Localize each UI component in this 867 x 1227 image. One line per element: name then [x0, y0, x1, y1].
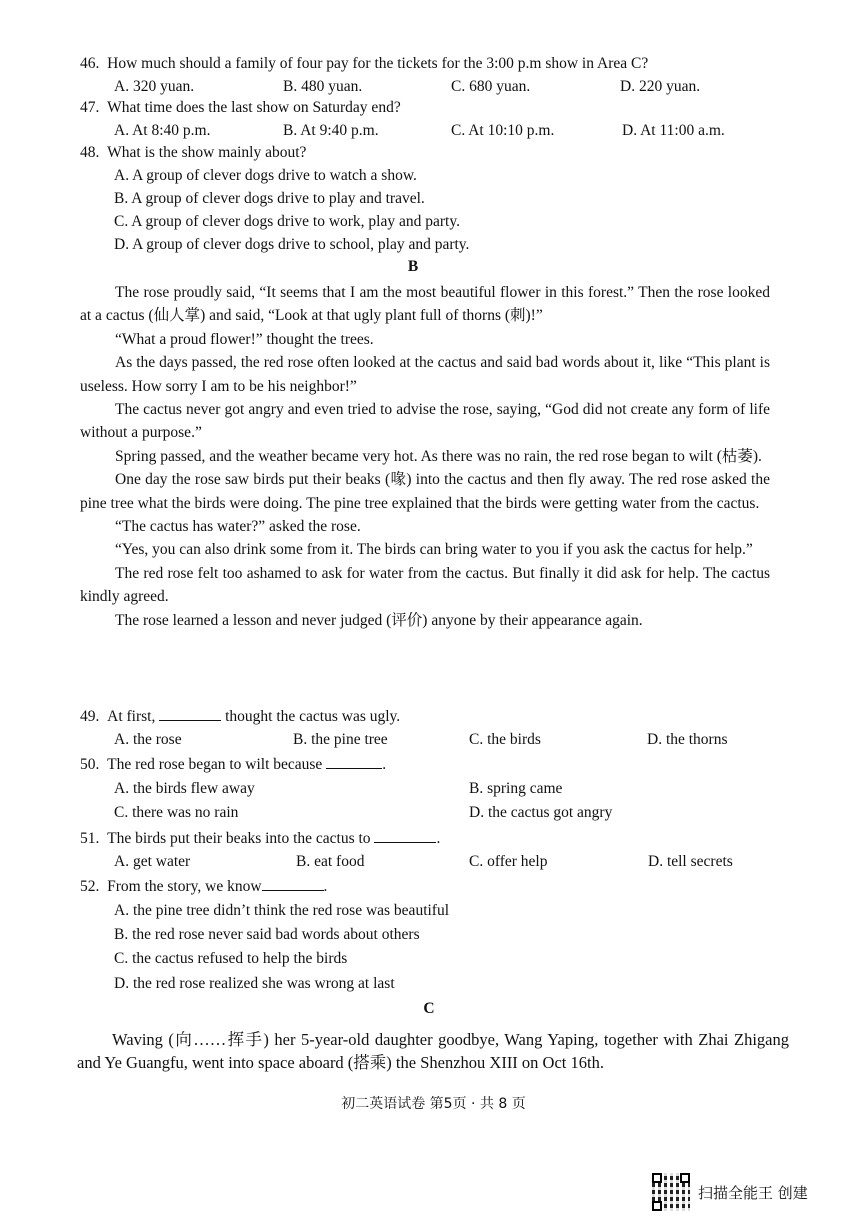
q47-option-c: C. At 10:10 p.m.	[451, 122, 555, 139]
passage-paragraph: The red rose felt too ashamed to ask for water from the cactus. But finally it did ask for help. The cactus kindly agreed.	[80, 564, 770, 606]
section-c-label: C	[423, 1000, 435, 1017]
question-49: 49. At first, thought the cactus was ugly.	[80, 708, 401, 725]
question-46: 46. How much should a family of four pay for the tickets for the 3:00 p.m show in Area C?	[80, 55, 649, 72]
question-47: 47. What time does the last show on Saturday end?	[80, 99, 401, 116]
q49-option-b: B. the pine tree	[293, 731, 388, 748]
question-48: 48. What is the show mainly about?	[80, 144, 307, 161]
q51-option-c: C. offer help	[469, 853, 548, 870]
qr-code-icon	[652, 1173, 690, 1211]
answer-blank	[159, 706, 221, 721]
q50-option-c: C. there was no rain	[114, 804, 239, 821]
q52-option-d: D. the red rose realized she was wrong at last	[114, 975, 395, 992]
q50-option-a: A. the birds flew away	[114, 780, 255, 797]
q52-option-c: C. the cactus refused to help the birds	[114, 950, 348, 967]
question-52: 52. From the story, we know .	[80, 878, 328, 895]
passage-paragraph: “The cactus has water?” asked the rose.	[115, 518, 361, 536]
q46-option-c: C. 680 yuan.	[451, 78, 531, 95]
watermark-text: 扫描全能王 创建	[698, 1183, 808, 1202]
q49-option-d: D. the thorns	[647, 731, 728, 748]
passage-paragraph: “Yes, you can also drink some from it. The birds can bring water to you if you ask the cactus for help.”	[115, 541, 753, 559]
q48-option-c: C. A group of clever dogs drive to work, play and party.	[114, 213, 460, 230]
q50-option-b: B. spring came	[469, 780, 563, 797]
passage-paragraph: The cactus never got angry and even tried to advise the rose, saying, “God did not create any form of life without a purpose.”	[80, 401, 770, 442]
q47-option-d: D. At 11:00 a.m.	[622, 122, 725, 139]
passage-paragraph: Waving (向……挥手) her 5-year-old daughter goodbye, Wang Yaping, together with Zhai Zhigang and Ye Guangfu, went into space aboard (搭乘) the Shenzhou XIII on Oct 16th.	[77, 1030, 789, 1073]
q51-option-d: D. tell secrets	[648, 853, 733, 870]
q51-option-b: B. eat food	[296, 853, 365, 870]
q48-option-a: A. A group of clever dogs drive to watch a show.	[114, 167, 417, 184]
answer-blank	[374, 828, 436, 843]
q47-option-a: A. At 8:40 p.m.	[114, 122, 211, 139]
passage-paragraph: Spring passed, and the weather became very hot. As there was no rain, the red rose began to wilt (枯萎).	[115, 447, 762, 465]
q47-option-b: B. At 9:40 p.m.	[283, 122, 379, 139]
question-51: 51. The birds put their beaks into the cactus to .	[80, 830, 441, 847]
q48-option-b: B. A group of clever dogs drive to play and travel.	[114, 190, 425, 207]
passage-paragraph: The rose learned a lesson and never judged (评价) anyone by their appearance again.	[115, 611, 643, 629]
answer-blank	[326, 754, 382, 769]
q52-option-a: A. the pine tree didn’t think the red rose was beautiful	[114, 902, 450, 919]
q46-option-a: A. 320 yuan.	[114, 78, 195, 95]
answer-blank	[262, 876, 324, 891]
q48-option-d: D. A group of clever dogs drive to school, play and party.	[114, 236, 470, 253]
page-footer: 初二英语试卷 第5页 · 共 8 页	[341, 1096, 526, 1112]
section-b-passage	[80, 281, 770, 632]
question-50: 50. The red rose began to wilt because .	[80, 756, 387, 773]
passage-paragraph: “What a proud flower!” thought the trees.	[115, 330, 374, 348]
section-c-passage	[77, 1028, 789, 1075]
q50-option-d: D. the cactus got angry	[469, 804, 613, 821]
passage-paragraph: As the days passed, the red rose often looked at the cactus and said bad words about it, like “This plant is useless. How sorry I am to be his neighbor!”	[80, 354, 770, 395]
q46-option-b: B. 480 yuan.	[283, 78, 363, 95]
passage-paragraph: The rose proudly said, “It seems that I am the most beautiful flower in this forest.” Then the rose looked at a cactus (仙人掌) and said, “Look at that ugly plant full of thorns (刺)!”	[80, 284, 770, 325]
passage-paragraph: One day the rose saw birds put their beaks (喙) into the cactus and then fly away. The red rose asked the pine tree what the birds were doing. The pine tree explained that the birds were getting water from the cactus.	[80, 471, 770, 512]
q51-option-a: A. get water	[114, 853, 191, 870]
scanner-watermark	[652, 1173, 808, 1211]
q52-option-b: B. the red rose never said bad words about others	[114, 926, 420, 943]
section-b-label: B	[407, 258, 419, 275]
q49-option-c: C. the birds	[469, 731, 541, 748]
q49-option-a: A. the rose	[114, 731, 182, 748]
q46-option-d: D. 220 yuan.	[620, 78, 701, 95]
